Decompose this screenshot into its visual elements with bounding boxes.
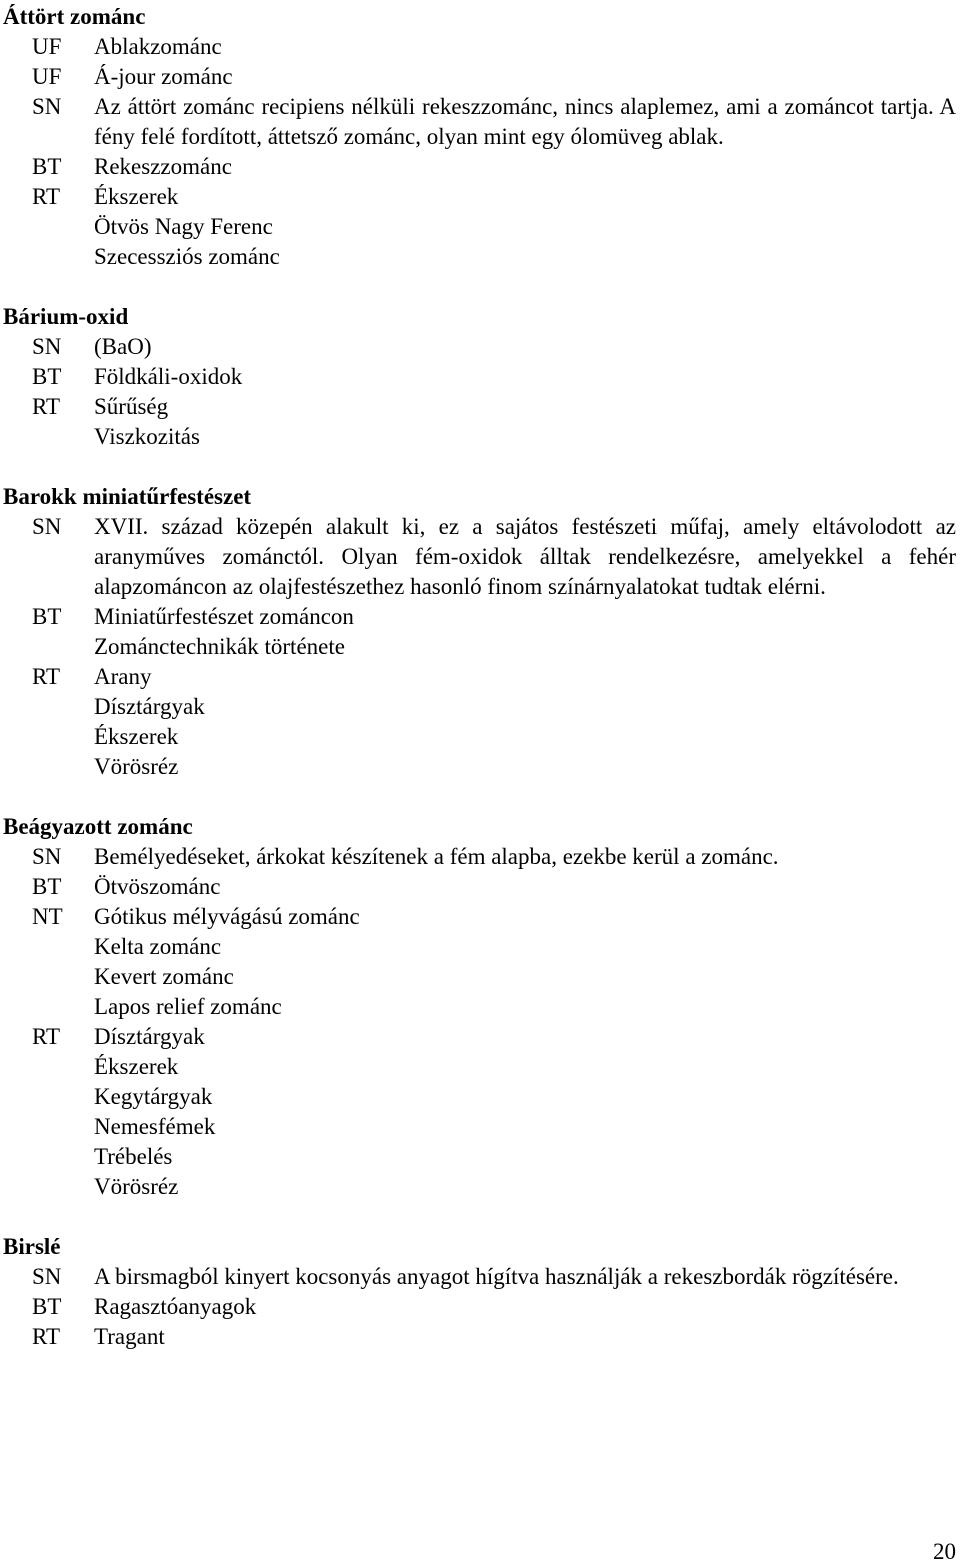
- scope-note-text: Bemélyedéseket, árkokat készítenek a fém alapba, ezekbe kerül a zománc.: [94, 844, 779, 869]
- related-term: Vörösréz: [94, 1174, 179, 1199]
- related-term: Földkáli-oxidok: [94, 364, 243, 389]
- relation-tag: BT: [32, 364, 62, 389]
- entry-relation-row: [3, 332, 956, 362]
- entry-relation-row: [3, 182, 956, 212]
- entry-relation-row: [3, 692, 956, 722]
- relation-tag: SN: [32, 1264, 62, 1289]
- entry-relation-row: [3, 602, 956, 632]
- related-term: Trébelés: [94, 1144, 173, 1169]
- related-term: Sűrűség: [94, 394, 169, 419]
- related-term: Nemesfémek: [94, 1114, 216, 1139]
- entry-relation-row: [3, 212, 956, 242]
- related-term: Á-jour zománc: [94, 64, 233, 89]
- entry-relation-row: [3, 242, 956, 272]
- scope-note-text: XVII. század közepén alakult ki, ez a sajátos festészeti műfaj, amely eltávolodott az aranyműves zománctól. Olyan fém-oxidok álltak rendelkezésre, amelyekkel a fehér alapzománcon az olajfestészethez hasonló finom színárnyalatokat tudtak elérni.: [94, 514, 956, 599]
- relation-tag: RT: [32, 1324, 61, 1349]
- related-term: Rekeszzománc: [94, 154, 232, 179]
- relation-tag: NT: [32, 904, 63, 929]
- relation-tag: RT: [32, 1024, 61, 1049]
- related-term: Miniatűrfestészet zománcon: [94, 604, 354, 629]
- related-term: Ékszerek: [94, 1054, 179, 1079]
- thesaurus-entry: [3, 482, 956, 782]
- relation-tag: SN: [32, 334, 62, 359]
- entry-relation-row: [3, 1262, 956, 1292]
- thesaurus-entry: [3, 302, 956, 452]
- relation-tag: BT: [32, 604, 62, 629]
- related-term: Ablakzománc: [94, 34, 222, 59]
- entry-relation-row: [3, 1052, 956, 1082]
- related-term: Kegytárgyak: [94, 1084, 213, 1109]
- relation-tag: BT: [32, 874, 62, 899]
- related-term: Gótikus mélyvágású zománc: [94, 904, 360, 929]
- entry-relation-row: [3, 1112, 956, 1142]
- entry-relation-row: [3, 662, 956, 692]
- entry-relation-row: [3, 842, 956, 872]
- entry-relation-row: [3, 1322, 956, 1352]
- thesaurus-entry: [3, 812, 956, 1202]
- related-term: Ötvöszománc: [94, 874, 221, 899]
- related-term: Vörösréz: [94, 754, 179, 779]
- entry-relation-row: [3, 752, 956, 782]
- page-number: 20: [933, 1539, 956, 1564]
- related-term: Dísztárgyak: [94, 694, 205, 719]
- entry-relation-row: [3, 1022, 956, 1052]
- scope-note-text: Az áttört zománc recipiens nélküli rekeszzománc, nincs alaplemez, ami a zománcot tartja. A fény felé fordított, áttetsző zománc, olyan mint egy ólomüveg ablak.: [94, 94, 956, 149]
- entry-term: Barokk miniatűrfestészet: [3, 484, 252, 509]
- entry-relation-row: [3, 1082, 956, 1112]
- related-term: Lapos relief zománc: [94, 994, 282, 1019]
- thesaurus-entry: [3, 1232, 956, 1352]
- entry-relation-row: [3, 902, 956, 932]
- relation-tag: RT: [32, 394, 61, 419]
- entry-relation-row: [3, 392, 956, 422]
- related-term: Viszkozitás: [94, 424, 200, 449]
- relation-tag: SN: [32, 514, 62, 539]
- entry-relation-row: [3, 92, 956, 152]
- entry-relation-row: [3, 992, 956, 1022]
- related-term: Dísztárgyak: [94, 1024, 205, 1049]
- entry-relation-row: [3, 962, 956, 992]
- relation-tag: RT: [32, 664, 61, 689]
- entry-term: Bárium-oxid: [3, 304, 129, 329]
- entry-relation-row: [3, 32, 956, 62]
- entry-term: Birslé: [3, 1234, 61, 1259]
- relation-tag: BT: [32, 154, 62, 179]
- entry-term: Beágyazott zománc: [3, 814, 193, 839]
- scope-note-text: A birsmagból kinyert kocsonyás anyagot hígítva használják a rekeszbordák rögzítésére.: [94, 1264, 899, 1289]
- relation-tag: RT: [32, 184, 61, 209]
- entry-relation-row: [3, 872, 956, 902]
- entry-relation-row: [3, 932, 956, 962]
- entry-relation-row: [3, 1172, 956, 1202]
- thesaurus-page: [3, 2, 956, 1352]
- entry-relation-row: [3, 512, 956, 602]
- entry-term: Áttört zománc: [3, 4, 146, 29]
- entry-relation-row: [3, 1142, 956, 1172]
- entry-relation-row: [3, 152, 956, 182]
- entry-relation-row: [3, 1292, 956, 1322]
- entry-relation-row: [3, 362, 956, 392]
- related-term: Kelta zománc: [94, 934, 222, 959]
- entry-relation-row: [3, 722, 956, 752]
- related-term: Ékszerek: [94, 724, 179, 749]
- relation-tag: BT: [32, 1294, 62, 1319]
- related-term: Zománctechnikák története: [94, 634, 345, 659]
- related-term: Szecessziós zománc: [94, 244, 280, 269]
- related-term: Tragant: [94, 1324, 165, 1349]
- entry-relation-row: [3, 632, 956, 662]
- scope-note-text: (BaO): [94, 334, 152, 359]
- related-term: Ékszerek: [94, 184, 179, 209]
- entry-relation-row: [3, 422, 956, 452]
- related-term: Arany: [94, 664, 152, 689]
- relation-tag: UF: [32, 34, 62, 59]
- related-term: Ragasztóanyagok: [94, 1294, 257, 1319]
- relation-tag: SN: [32, 94, 62, 119]
- related-term: Ötvös Nagy Ferenc: [94, 214, 273, 239]
- thesaurus-entry: [3, 2, 956, 272]
- entry-relation-row: [3, 62, 956, 92]
- relation-tag: UF: [32, 64, 62, 89]
- related-term: Kevert zománc: [94, 964, 234, 989]
- relation-tag: SN: [32, 844, 62, 869]
